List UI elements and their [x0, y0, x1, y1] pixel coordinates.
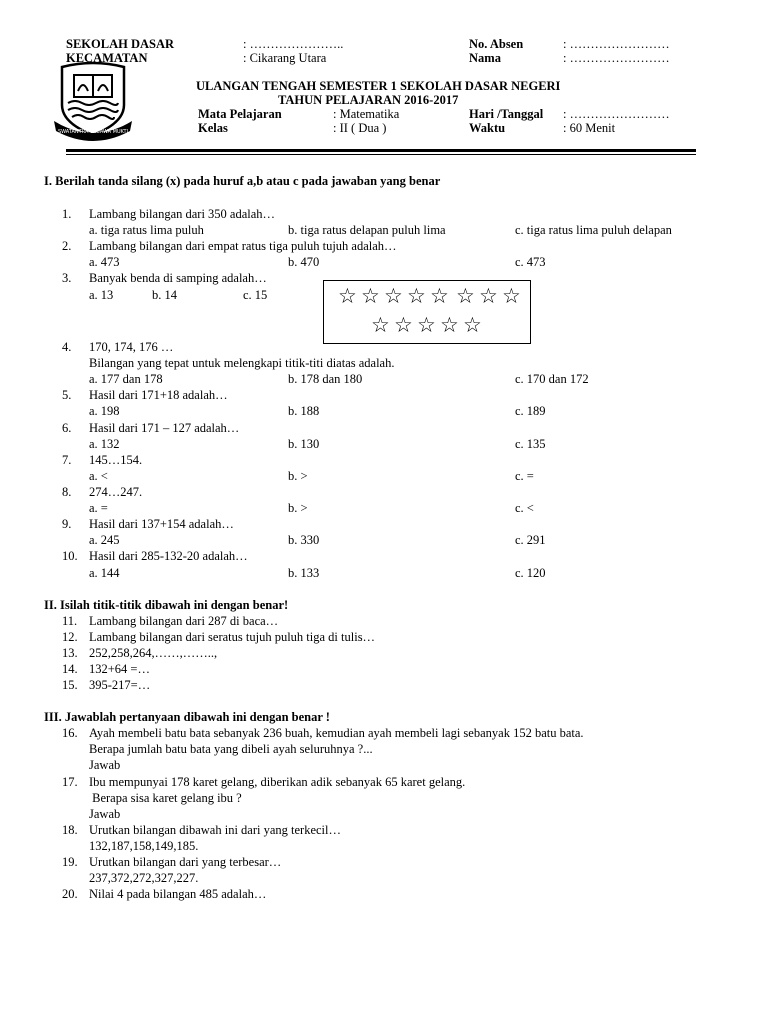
shield-emblem-icon	[52, 61, 134, 141]
star-icon: ☆	[361, 284, 380, 308]
question-number: 17.	[62, 775, 78, 789]
option-b: b. 330	[288, 533, 320, 547]
question-text: Hasil dari 137+154 adalah…	[89, 517, 234, 531]
star-icon: ☆	[371, 313, 390, 337]
option-a: a. <	[89, 469, 108, 483]
question-number: 3.	[62, 271, 72, 285]
header-divider-thick	[66, 149, 696, 152]
question-number: 18.	[62, 823, 78, 837]
option-c: c. 15	[243, 288, 268, 302]
question-text: Hasil dari 171+18 adalah…	[89, 388, 228, 402]
star-icon: ☆	[407, 284, 426, 308]
question-text: Banyak benda di samping adalah…	[89, 271, 267, 285]
district-value: : Cikarang Utara	[243, 51, 327, 65]
section2-heading: II. Isilah titik-titik dibawah ini dengan benar!	[44, 598, 289, 612]
question-number: 7.	[62, 453, 72, 467]
question-text-line2: Berapa sisa karet gelang ibu ?	[89, 791, 242, 805]
question-number: 11.	[62, 614, 78, 628]
question-text-line2: Berapa jumlah batu bata yang dibeli ayah seluruhnya ?...	[89, 742, 373, 756]
question-number: 8.	[62, 485, 72, 499]
option-c: c. tiga ratus lima puluh delapan	[515, 223, 672, 237]
question-number: 9.	[62, 517, 72, 531]
star-icon: ☆	[394, 313, 413, 337]
question-text: 395-217=…	[89, 678, 151, 692]
exam-year: TAHUN PELAJARAN 2016-2017	[278, 93, 459, 107]
time-value: : 60 Menit	[563, 121, 616, 135]
option-c: c. 120	[515, 566, 546, 580]
option-a: a. 13	[89, 288, 114, 302]
name-value: : ……………………	[563, 51, 670, 65]
question-number: 1.	[62, 207, 72, 221]
subject-label: Mata Pelajaran	[198, 107, 282, 121]
question-text: Urutkan bilangan dibawah ini dari yang terkecil…	[89, 823, 342, 837]
name-label: Nama	[469, 51, 501, 65]
option-a: a. 132	[89, 437, 120, 451]
star-icon: ☆	[502, 284, 521, 308]
star-icon: ☆	[430, 284, 449, 308]
absen-label: No. Absen	[469, 37, 524, 51]
question-number: 10.	[62, 549, 78, 563]
option-b: b. >	[288, 501, 308, 515]
question-text: Lambang bilangan dari 350 adalah…	[89, 207, 276, 221]
exam-title: ULANGAN TENGAH SEMESTER 1 SEKOLAH DASAR NEGERI	[196, 79, 561, 93]
question-text-line2: 132,187,158,149,185.	[89, 839, 199, 853]
question-text: Nilai 4 pada bilangan 485 adalah…	[89, 887, 267, 901]
option-a: a. 144	[89, 566, 120, 580]
question-text: Hasil dari 285-132-20 adalah…	[89, 549, 248, 563]
option-c: c. 291	[515, 533, 546, 547]
option-c: c. 473	[515, 255, 546, 269]
school-value: : …………………..	[243, 37, 344, 51]
stars-picture-box	[323, 280, 531, 344]
school-label: SEKOLAH DASAR	[66, 37, 175, 51]
star-icon: ☆	[463, 313, 482, 337]
section1-heading: I. Berilah tanda silang (x) pada huruf a,b atau c pada jawaban yang benar	[44, 174, 441, 188]
question-number: 16.	[62, 726, 78, 740]
section3-heading: III. Jawablah pertanyaan dibawah ini dengan benar !	[44, 710, 330, 724]
question-text: Lambang bilangan dari seratus tujuh puluh tiga di tulis…	[89, 630, 376, 644]
star-icon: ☆	[384, 284, 403, 308]
question-text: Ayah membeli batu bata sebanyak 236 buah, kemudian ayah membeli lagi sebanyak 152 batu bata.	[89, 726, 584, 740]
answer-label: Jawab	[89, 807, 121, 821]
date-label: Hari /Tanggal	[469, 107, 544, 121]
option-c: c. 135	[515, 437, 546, 451]
star-icon: ☆	[479, 284, 498, 308]
question-number: 20.	[62, 887, 78, 901]
option-c: c. 189	[515, 404, 546, 418]
option-b: b. >	[288, 469, 308, 483]
question-number: 14.	[62, 662, 78, 676]
option-b: b. 470	[288, 255, 320, 269]
option-a: a. 198	[89, 404, 120, 418]
question-text: 252,258,264,……,……..,	[89, 646, 218, 660]
time-label: Waktu	[469, 121, 506, 135]
answer-label: Jawab	[89, 758, 121, 772]
option-c: c. 170 dan 172	[515, 372, 589, 386]
question-number: 13.	[62, 646, 78, 660]
question-text: Hasil dari 171 – 127 adalah…	[89, 421, 240, 435]
question-number: 19.	[62, 855, 78, 869]
question-text: Lambang bilangan dari 287 di baca…	[89, 614, 279, 628]
option-b: b. 130	[288, 437, 320, 451]
question-text-line2: Bilangan yang tepat untuk melengkapi titik-titi diatas adalah.	[89, 356, 395, 370]
question-text: 274…247.	[89, 485, 143, 499]
star-icon: ☆	[440, 313, 459, 337]
star-icon: ☆	[338, 284, 357, 308]
star-icon: ☆	[417, 313, 436, 337]
question-text: 170, 174, 176 …	[89, 340, 174, 354]
option-c: c. <	[515, 501, 534, 515]
question-text-line2: 237,372,272,327,227.	[89, 871, 199, 885]
star-icon: ☆	[456, 284, 475, 308]
question-text: 145…154.	[89, 453, 143, 467]
question-number: 15.	[62, 678, 78, 692]
option-a: a. =	[89, 501, 108, 515]
question-text: Urutkan bilangan dari yang terbesar…	[89, 855, 282, 869]
district-label: KECAMATAN	[66, 51, 148, 65]
option-b: b. 133	[288, 566, 320, 580]
class-label: Kelas	[198, 121, 228, 135]
option-a: a. tiga ratus lima puluh	[89, 223, 204, 237]
option-a: a. 473	[89, 255, 120, 269]
date-value: : ……………………	[563, 107, 670, 121]
question-number: 6.	[62, 421, 72, 435]
question-number: 4.	[62, 340, 72, 354]
question-text: Ibu mempunyai 178 karet gelang, diberikan adik sebanyak 65 karet gelang.	[89, 775, 466, 789]
subject-value: : Matematika	[333, 107, 400, 121]
question-text: Lambang bilangan dari empat ratus tiga puluh tujuh adalah…	[89, 239, 397, 253]
class-value: : II ( Dua )	[333, 121, 387, 135]
question-text: 132+64 =…	[89, 662, 150, 676]
regency-logo	[52, 61, 134, 141]
option-b: b. 14	[152, 288, 177, 302]
option-b: b. 188	[288, 404, 320, 418]
option-a: a. 177 dan 178	[89, 372, 163, 386]
question-number: 2.	[62, 239, 72, 253]
svg-text:SWATANTRA WIBAWA MUKTI: SWATANTRA WIBAWA MUKTI	[57, 129, 129, 135]
question-number: 12.	[62, 630, 78, 644]
option-a: a. 245	[89, 533, 120, 547]
option-c: c. =	[515, 469, 534, 483]
header-divider-thin	[66, 154, 696, 155]
absen-value: : ……………………	[563, 37, 670, 51]
option-b: b. tiga ratus delapan puluh lima	[288, 223, 446, 237]
option-b: b. 178 dan 180	[288, 372, 363, 386]
question-number: 5.	[62, 388, 72, 402]
